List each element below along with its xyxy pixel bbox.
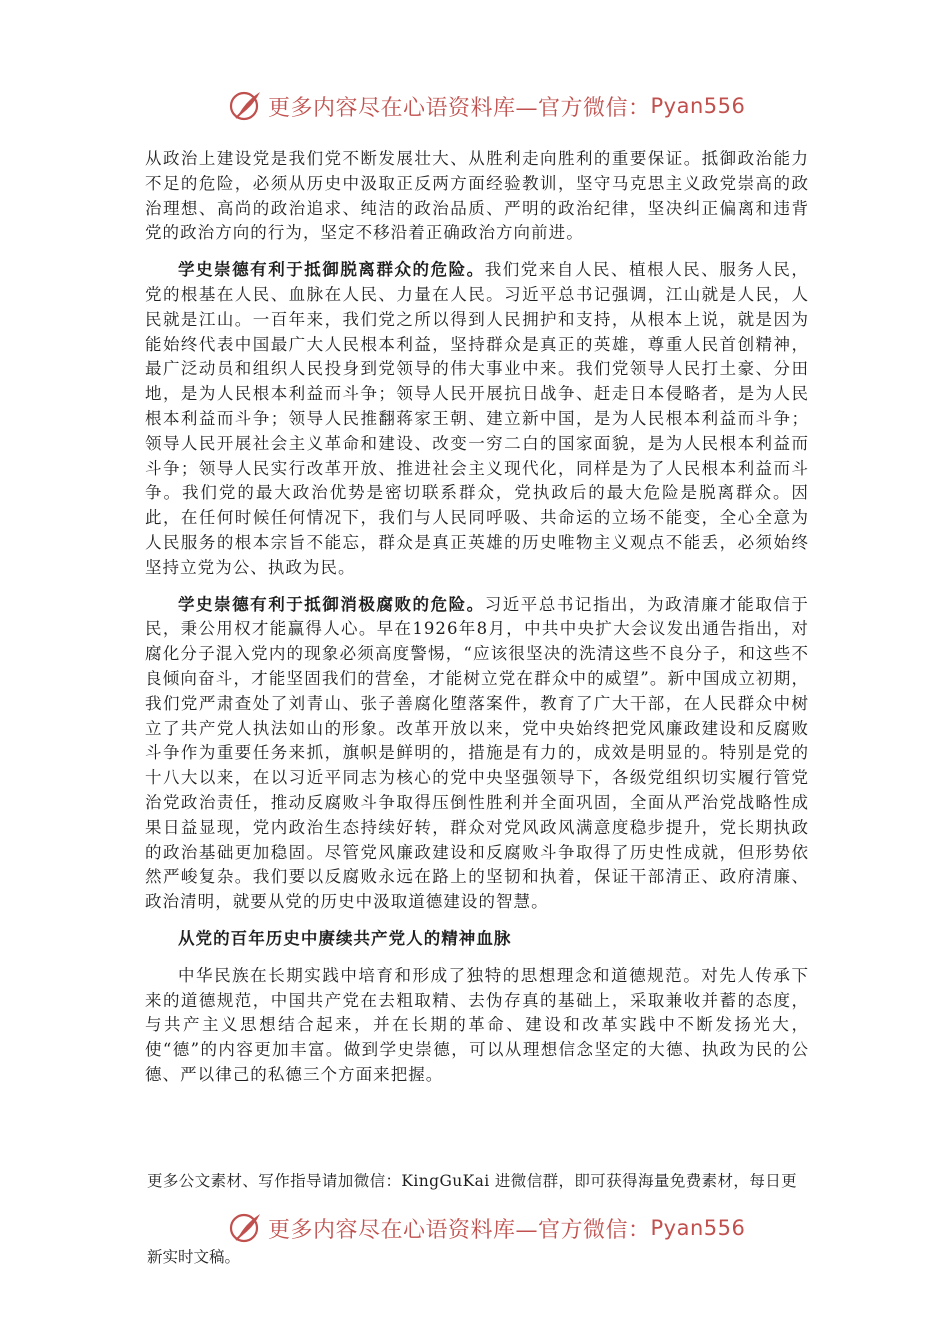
footer-promo-line-end: 新实时文稿。: [147, 1248, 241, 1266]
header-watermark-banner: [228, 86, 788, 126]
paragraph-masses-body: 我们党来自人民、植根人民、服务人民，党的根基在人民、血脉在人民、力量在人民。习近平总书记强调，江山就是人民，人民就是江山。一百年来，我们党之所以得到人民拥护和支持，从根本上说，就是因为能始终代表中国最广大人民根本利益，坚持群众是真正的英雄，尊重人民首创精神，最广泛动员和组织人民投身到党领导的伟大事业中来。我们党领导人民打土豪、分田地，是为人民根本利益而斗争；领导人民开展抗日战争、赶走日本侵略者，是为人民根本利益而斗争；领导人民推翻蒋家王朝、建立新中国，是为人民根本利益而斗争；领导人民开展社会主义革命和建设、改变一穷二白的国家面貌，是为人民根本利益而斗争；领导人民实行改革开放、推进社会主义现代化，同样是为了人民根本利益而斗争。我们党的最大政治优势是密切联系群众，党执政后的最大危险是脱离群众。因此，在任何时候任何情况下，我们与人民同呼吸、共命运的立场不能变，全心全意为人民服务的根本宗旨不能忘，群众是真正英雄的历史唯物主义观点不能丢，必须始终坚持立党为公、执政为民。: [145, 260, 809, 577]
footer-promo-line: 更多公文素材、写作指导请加微信：KingGuKai 进微信群，即可获得海量免费素材，每日更: [147, 1172, 798, 1190]
paragraph-masses: [145, 258, 809, 580]
document-body: [145, 147, 809, 1088]
banner-contact: Pyan556: [650, 1216, 746, 1240]
paragraph-political-building: 从政治上建设党是我们党不断发展壮大、从胜利走向胜利的重要保证。抵御政治能力不足的危险，必须从历史中汲取正反两方面经验教训，坚守马克思主义政党崇高的政治理想、高尚的政治追求、纯洁的政治品质、严明的政治纪律，坚决纠正偏离和违背党的政治方向的行为，坚定不移沿着正确政治方向前进。: [145, 149, 809, 243]
paragraph-masses-lead: 学史崇德有利于抵御脱离群众的危险。: [178, 260, 485, 280]
footer-watermark-banner: [228, 1208, 788, 1248]
paragraph-corruption-body: 习近平总书记指出，为政清廉才能取信于民，秉公用权才能赢得人心。早在1926年8月，中共中央扩大会议发出通告指出，对腐化分子混入党内的现象必须高度警惕，“应该很坚决的洗清这些不良分子，和这些不良倾向奋斗，才能坚固我们的营垒，才能树立党在群众中的威望”。新中国成立初期，我们党严肃查处了刘青山、张子善腐化堕落案件，教育了广大干部，在人民群众中树立了共产党人执法如山的形象。改革开放以来，党中央始终把党风廉政建设和反腐败斗争作为重要任务来抓，旗帜是鲜明的，措施是有力的，成效是明显的。特别是党的十八大以来，在以习近平同志为核心的党中央坚强领导下，各级党组织切实履行管党治党政治责任，推动反腐败斗争取得压倒性胜利并全面巩固，全面从严治党战略性成果日益显现，党内政治生态持续好转，群众对党风政风满意度稳步提升，党长期执政的政治基础更加稳固。尽管党风廉政建设和反腐败斗争取得了历史性成就，但形势依然严峻复杂。我们要以反腐败永远在路上的坚韧和执着，保证干部清正、政府清廉、政治清明，就要从党的历史中汲取道德建设的智慧。: [145, 594, 809, 912]
feather-logo-icon: [228, 88, 264, 124]
paragraph-moral-norms: 中华民族在长期实践中培育和形成了独特的思想理念和道德规范。对先人传承下来的道德规范，中国共产党在去粗取精、去伪存真的基础上，采取兼收并蓄的态度，与共产主义思想结合起来，并在长期的革命、建设和改革实践中不断发扬光大，使“德”的内容更加丰富。做到学史崇德，可以从理想信念坚定的大德、执政为民的公德、严以律己的私德三个方面来把握。: [145, 965, 809, 1084]
banner-text: 更多内容尽在心语资料库—官方微信：: [268, 95, 651, 121]
banner-contact: Pyan556: [650, 94, 746, 118]
feather-logo-icon: [228, 1210, 264, 1246]
section-heading: 从党的百年历史中赓续共产党人的精神血脉: [178, 928, 512, 948]
paragraph-corruption: [145, 593, 809, 915]
banner-text: 更多内容尽在心语资料库—官方微信：: [268, 1217, 651, 1243]
paragraph-corruption-lead: 学史崇德有利于抵御消极腐败的危险。: [178, 594, 485, 614]
